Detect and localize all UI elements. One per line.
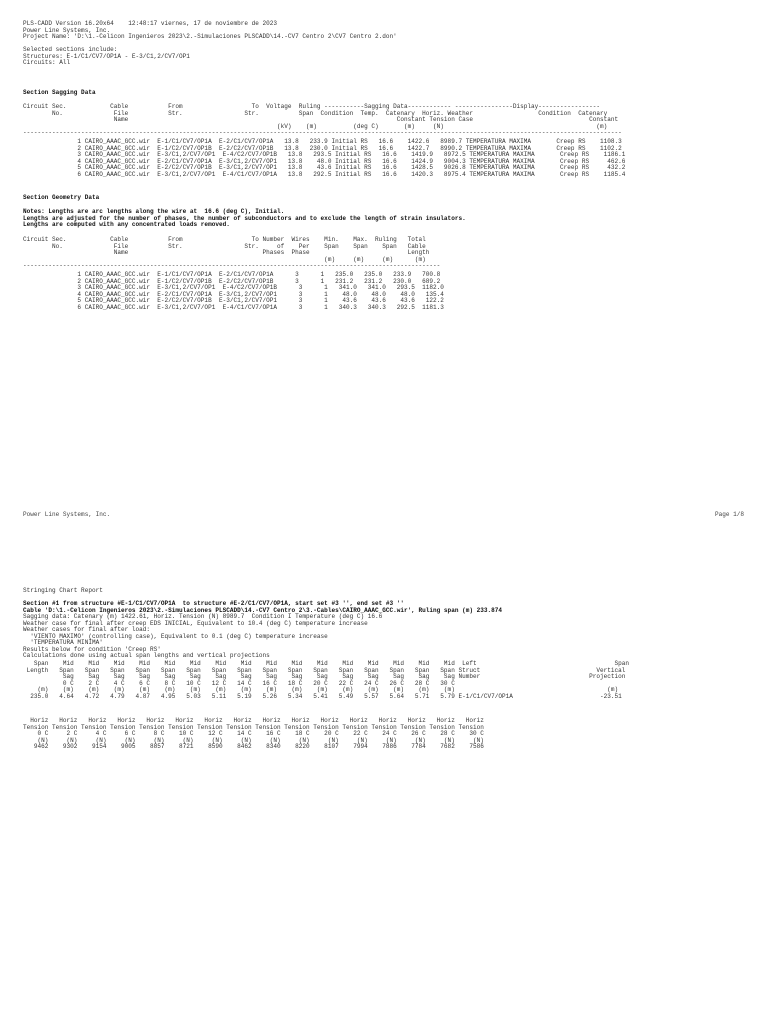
footer-company: Power Line Systems, Inc. xyxy=(23,511,111,518)
sagging-table-rows: 1 CAIRO_AAAC_GCC.wir E-1/C1/CV7/OP1A E-2/C1/CV7/OP1A 13.8 233.9 Initial RS 16.6 1422.6 8989.7 TEMPERATURA MAXIMA Creep RS 1108.3 2 CAIRO_AAAC_GCC.wir E-1/C2/CV7/OP1B E-2/C2/CV7/OP1B 13.8 230.0 Initial RS 16.6 1422.7 8990.2 TEMPERATURA MAXIMA Creep RS 1102.2 3 CAIRO_AAAC_GCC.wir E-3/C1,2/CV7/OP1 E-4/C2/CV7/OP1B 13.8 293.5 Initial RS 16.6 1419.9 8972.5 TEMPERATURA MAXIMA Creep RS 1186.1 4 CAIRO_AAAC_GCC.wir E-2/C1/CV7/OP1A E-3/C1,2/CV7/OP1 13.8 48.0 Initial RS 16.6 1424.9 9004.3 TEMPERATURA MAXIMA Creep RS 462.6 5 CAIRO_AAAC_GCC.wir E-2/C2/CV7/OP1B E-3/C1,2/CV7/OP1 13.8 43.6 Initial RS 16.6 1428.5 9026.8 TEMPERATURA MAXIMA Creep RS 432.2 6 CAIRO_AAAC_GCC.wir E-3/C1,2/CV7/OP1 E-4/C1/CV7/OP1A 13.8 292.5 Initial RS 16.6 1420.3 8975.4 TEMPERATURA MAXIMA Creep RS 1185.4 xyxy=(77,138,626,178)
stringing-report-title: Stringing Chart Report xyxy=(23,587,103,594)
geometry-section-title: Section Geometry Data xyxy=(23,194,100,201)
sag-table: Span Mid Mid Mid Mid Mid Mid Mid Mid Mid Mid Mid Mid Mid Mid Mid Mid Left Span Length Span Span Span Span Span Span Span Span Span Span Span Span Span Span Span Span Struct Vertical Sag Sag Sag Sag Sag Sag Sag Sag Sag Sag Sag Sag Sag Sag Sag Sag Number Projection 0 C 2 C 4 C 6 C 8 C 10 C 12 C 14 C 16 C 18 C 20 C 22 C 24 C 26 C 28 C 30 C (m) (m) (m) (m) (m) (m) (m) (m) (m) (m) (m) (m) (m) (m) (m) (m) (m) (m) 235.0 4.64 4.72 4.79 4.87 4.95 5.03 5.11 5.19 5.26 5.34 5.41 5.49 5.57 5.64 5.71 5.79 E-1/C1/CV7/OP1A -23.51 xyxy=(26,660,629,700)
tension-table: Horiz Horiz Horiz Horiz Horiz Horiz Horiz Horiz Horiz Horiz Horiz Horiz Horiz Horiz Horiz Horiz Tension Tension Tension Tension Tension Tension Tension Tension Tension Tension Tension Tension Tension Tension Tension Tension 0 C 2 C 4 C 6 C 8 C 10 C 12 C 14 C 16 C 18 C 20 C 22 C 24 C 26 C 28 C 30 C (N) (N) (N) (N) (N) (N) (N) (N) (N) (N) (N) (N) (N) (N) (N) (N) 9462 9302 9154 9005 8857 8721 8590 8462 8340 8220 8107 7994 7886 7784 7682 7586 xyxy=(23,717,484,750)
geometry-table-rows: 1 CAIRO_AAAC_GCC.wir E-1/C1/CV7/OP1A E-2/C1/CV7/OP1A 3 1 235.0 235.0 233.9 700.8 2 CAIRO_AAAC_GCC.wir E-1/C2/CV7/OP1B E-2/C2/CV7/OP1B 3 1 231.2 231.2 230.0 689.2 3 CAIRO_AAAC_GCC.wir E-3/C1,2/CV7/OP1 E-4/C2/CV7/OP1B 3 1 341.0 341.0 293.5 1182.0 4 CAIRO_AAAC_GCC.wir E-2/C1/CV7/OP1A E-3/C1,2/CV7/OP1 3 1 48.0 48.0 48.0 135.4 5 CAIRO_AAAC_GCC.wir E-2/C2/CV7/OP1B E-3/C1,2/CV7/OP1 3 1 43.6 43.6 43.6 122.2 6 CAIRO_AAAC_GCC.wir E-3/C1,2/CV7/OP1 E-4/C1/CV7/OP1A 3 1 340.3 340.3 292.5 1181.3 xyxy=(77,271,444,311)
report-page-2 xyxy=(0,578,768,1024)
section-info: Sagging data: Catenary (m) 1422.61, Horiz. Tension (N) 8989.7 Condition I Temperature (deg C) 16.6 Weather case for final after creep EDS INICIAL, Equivalent to 10.4 (deg C) temperature increase Weather cases for final after load: 'VIENTO MAXIMO' (controlling case), Equivalent to 0.1 (deg C) temperature increase 'TEMPERATURA MINIMA' Results below for condition 'Creep RS' Calculations done using actual span lengths and vertical projections xyxy=(23,613,383,659)
geometry-notes: Notes: Lengths are arc lengths along the wire at 16.6 (deg C), Initial. Lengths are adjusted for the number of phases, the number of subconductors and to exclude the length of strain insulators. Lengths are computed with any concentrated loads removed. xyxy=(23,208,466,228)
sagging-section-title: Section Sagging Data xyxy=(23,89,96,96)
section-title: Section #1 from structure #E-1/C1/CV7/OP1A to structure #E-2/C1/CV7/OP1A, start set #3 '', end set #3 '' Cable 'D:\1.-Celicon Ingenieros 2023\2.-Simulaciones PLSCADD\14.-CV7 Centro 2\3.-Cables\CAIRO_AAAC_GCC.wir', Ruling span (m) 233.874 xyxy=(23,600,502,614)
report-header: PLS-CADD Version 16.20x64 12:48:17 viernes, 17 de noviembre de 2023 Power Line Systems, Inc. Project Name: 'D:\1.-Celicon Ingenieros 2023\2.-Simulaciones PLSCADD\14.-CV7 Centro 2\CV7 Centro 2.don' Selected sections include: Structures: E-1/C1/CV7/OP1A - E-3/C1,2/CV7/OP1 Circuits: All xyxy=(23,20,397,66)
page-separator xyxy=(0,528,768,578)
geometry-table-header: Circuit Sec. Cable From To Number Wires Min. Max. Ruling Total No. File Str. Str. of Per Span Span Span Cable Name Phases Phase Length (m) (m) (m) (m) ------------------------------------------------------------------------------------------------------------------- xyxy=(23,236,441,269)
sagging-table-header: Circuit Sec. Cable From To Voltage Ruling -----------Sagging Data------------ ----------------Display----------------- No. File Str. Str. Span Condition Temp. Catenary Horiz. Weather Condition Catenary Name Constant Tension Case Constant (kV) (m) (deg C) (m) (N) (m) --------------------------------------------------------------------------------------------------------------------------------------------------------------------- xyxy=(23,103,622,136)
footer-page-number: Page 1/8 xyxy=(714,511,744,518)
